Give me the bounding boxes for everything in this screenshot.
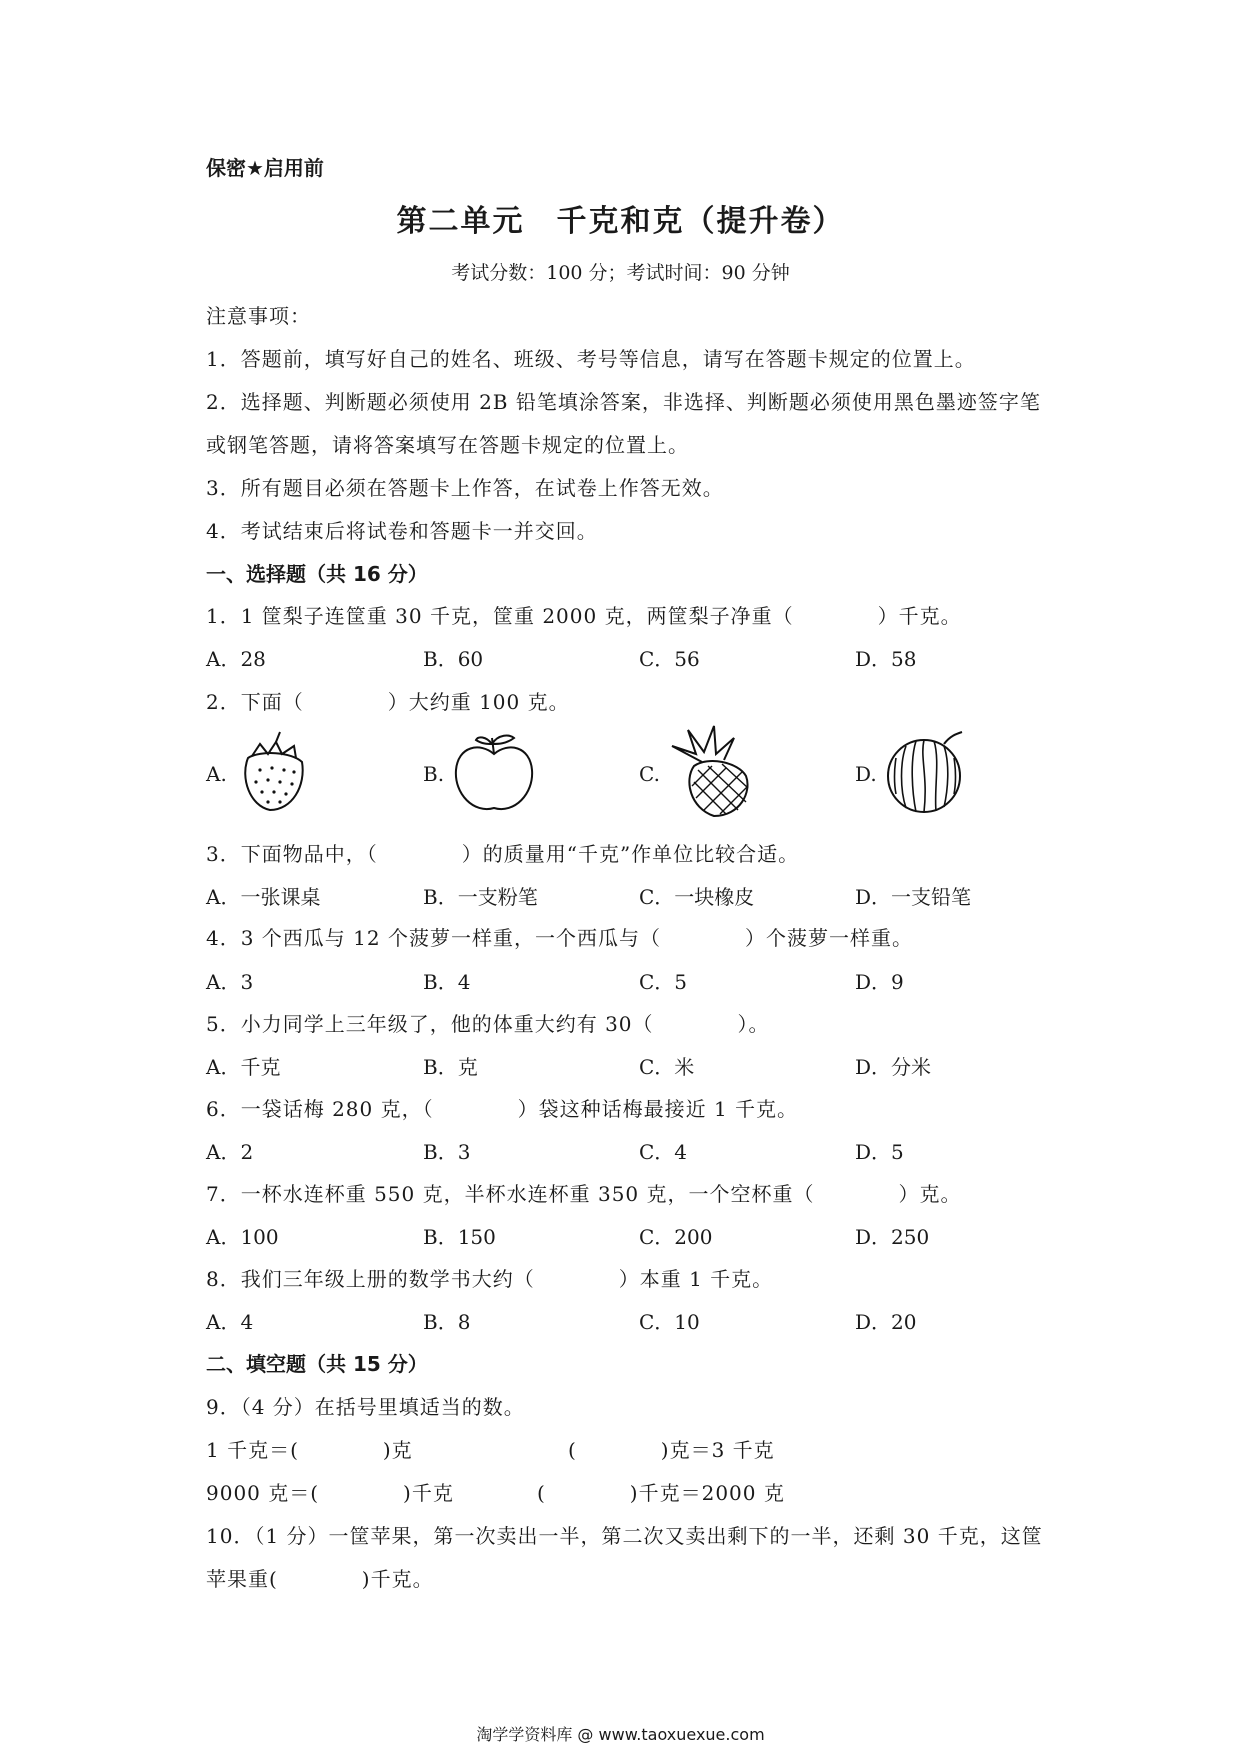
question-text: 9．（4 分）在括号里填适当的数。 [206,1395,525,1419]
option-c: C．200 [639,1225,713,1249]
note-item: 4．考试结束后将试卷和答题卡一并交回。 [206,519,598,543]
question-text: 6．一袋话梅 280 克，（ ）袋这种话梅最接近 1 千克。 [206,1097,799,1121]
option-a: A．100 [206,1225,279,1249]
strawberry-icon [236,730,312,814]
option-d: D．分米 [855,1055,932,1079]
option-d: D．一支铅笔 [855,885,972,909]
option-c: C. [639,762,660,786]
option-c: C．10 [639,1310,700,1334]
option-b: B．4 [423,970,471,994]
question-text: 8．我们三年级上册的数学书大约（ ）本重 1 千克。 [206,1267,774,1291]
option-c: C．米 [639,1055,695,1079]
confidential-label: 保密★启用前 [206,156,324,180]
question-text: 苹果重( )千克。 [206,1567,434,1591]
fill-blank: 9000 克＝( )千克 [206,1481,454,1505]
exam-info: 考试分数：100 分；考试时间：90 分钟 [451,262,790,284]
option-d: D．5 [855,1140,904,1164]
apple-icon [452,730,536,816]
option-d: D．20 [855,1310,917,1334]
option-c: C．56 [639,647,700,671]
question-text: 1．1 筐梨子连筐重 30 千克，筐重 2000 克，两筐梨子净重（ ）千克。 [206,604,962,628]
option-a: A．2 [206,1140,254,1164]
option-a: A．4 [206,1310,254,1334]
option-b: B．一支粉笔 [423,885,538,909]
note-item: 1．答题前，填写好自己的姓名、班级、考号等信息，请写在答题卡规定的位置上。 [206,347,976,371]
option-b: B．8 [423,1310,471,1334]
option-b: B. [423,762,445,786]
option-c: C．4 [639,1140,688,1164]
question-text: 4．3 个西瓜与 12 个菠萝一样重，一个西瓜与（ ）个菠萝一样重。 [206,926,913,950]
question-text: 5．小力同学上三年级了，他的体重大约有 30（ ）。 [206,1012,770,1036]
option-b: B．60 [423,647,484,671]
pineapple-icon [668,724,760,820]
option-a: A．千克 [206,1055,281,1079]
option-b: B．克 [423,1055,478,1079]
fill-blank: 1 千克＝( )克 [206,1438,413,1462]
option-d: D．58 [855,647,917,671]
note-item: 2．选择题、判断题必须使用 2B 铅笔填涂答案，非选择、判断题必须使用黑色墨迹签字笔 [206,390,1041,414]
note-item: 或钢笔答题，请将答案填写在答题卡规定的位置上。 [206,433,689,457]
footer-watermark: 淘学学资料库 @ www.taoxuexue.com [476,1725,765,1744]
watermelon-icon [884,728,966,814]
option-d: D．250 [855,1225,930,1249]
note-item: 3．所有题目必须在答题卡上作答，在试卷上作答无效。 [206,476,724,500]
option-a: A. [206,762,227,786]
option-d: D. [855,762,877,786]
option-d: D．9 [855,970,904,994]
option-c: C．一块橡皮 [639,885,755,909]
option-a: A．28 [206,647,266,671]
question-text: 3．下面物品中，（ ）的质量用“千克”作单位比较合适。 [206,842,800,866]
option-b: B．150 [423,1225,496,1249]
page-title: 第二单元 千克和克（提升卷） [396,204,845,239]
option-b: B．3 [423,1140,471,1164]
option-c: C．5 [639,970,688,994]
question-text: 2．下面（ ）大约重 100 克。 [206,690,570,714]
fill-blank: ( )克＝3 千克 [568,1438,775,1462]
fill-blank: ( )千克＝2000 克 [537,1481,785,1505]
notes-heading: 注意事项： [206,304,311,328]
option-a: A．一张课桌 [206,885,321,909]
option-a: A．3 [206,970,254,994]
section-heading-choice: 一、选择题（共 16 分） [206,562,428,586]
question-text: 10．（1 分）一筐苹果，第一次卖出一半，第二次又卖出剩下的一半，还剩 30 千克，这筐 [206,1524,1043,1548]
section-heading-fill: 二、填空题（共 15 分） [206,1352,428,1376]
question-text: 7．一杯水连杯重 550 克，半杯水连杯重 350 克，一个空杯重（ ）克。 [206,1182,962,1206]
